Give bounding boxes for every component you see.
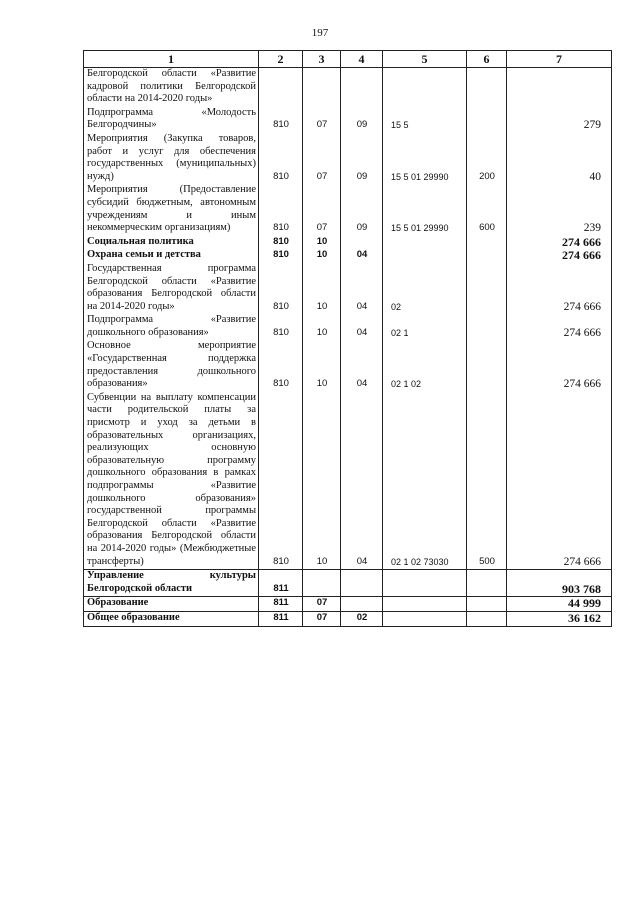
row-name: Основное мероприятие «Государственная поддержка предоставления дошкольного образования»	[84, 340, 259, 391]
row-expense-type	[467, 249, 507, 263]
row-expense-type: 600	[467, 184, 507, 235]
row-expense-type: 500	[467, 392, 507, 570]
table-row	[84, 314, 612, 340]
table-header-row	[84, 51, 612, 68]
row-name: Субвенции на выплату компенсации части родительской платы за присмотр и уход за детьми в образовательных организациях, реализующих основную образовательную программу дошкольного образования в рамках подпрограммы «Развитие дошкольного образования» государственной программы Белгородской области «Развитие образования Белгородской области на 2014-2020 годы» (Межбюджетные трансферты)	[84, 392, 259, 570]
row-subsection: 09	[341, 133, 383, 184]
row-name: Подпрограмма «Молодость Белгородчины»	[84, 107, 259, 133]
row-subsection: 04	[341, 249, 383, 263]
table-row	[84, 597, 612, 612]
table-row	[84, 611, 612, 626]
row-ministry: 810	[259, 184, 303, 235]
row-target-article: 02	[383, 263, 467, 314]
row-target-article	[383, 249, 467, 263]
row-target-article	[383, 611, 467, 626]
header-col-6: 6	[467, 51, 507, 68]
row-section	[303, 68, 341, 107]
row-target-article	[383, 597, 467, 612]
row-name: Мероприятия (Закупка товаров, работ и услуг для обеспечения государственных (муниципальных) нужд)	[84, 133, 259, 184]
row-expense-type	[467, 611, 507, 626]
row-amount: 279	[507, 107, 612, 133]
row-section: 10	[303, 392, 341, 570]
row-amount: 274 666	[507, 263, 612, 314]
header-col-1: 1	[84, 51, 259, 68]
row-name: Белгородской области «Развитие кадровой политики Белгородской области на 2014-2020 годы»	[84, 68, 259, 107]
row-amount: 239	[507, 184, 612, 235]
row-target-article: 02 1 02	[383, 340, 467, 391]
row-expense-type	[467, 570, 507, 597]
row-name: Социальная политика	[84, 236, 259, 250]
row-expense-type	[467, 68, 507, 107]
row-name: Образование	[84, 597, 259, 612]
row-amount: 903 768	[507, 570, 612, 597]
header-col-2: 2	[259, 51, 303, 68]
row-ministry: 810	[259, 392, 303, 570]
row-subsection: 09	[341, 107, 383, 133]
row-expense-type	[467, 263, 507, 314]
row-name: Охрана семьи и детства	[84, 249, 259, 263]
row-ministry: 810	[259, 133, 303, 184]
header-col-3: 3	[303, 51, 341, 68]
budget-table	[83, 50, 612, 627]
row-expense-type	[467, 314, 507, 340]
row-subsection: 04	[341, 340, 383, 391]
row-section: 10	[303, 249, 341, 263]
row-ministry: 811	[259, 597, 303, 612]
row-name: Управление культуры Белгородской области	[84, 570, 259, 597]
row-amount: 274 666	[507, 314, 612, 340]
table-row	[84, 392, 612, 570]
page-number: 197	[311, 27, 329, 39]
row-name: Общее образование	[84, 611, 259, 626]
row-ministry	[259, 68, 303, 107]
row-target-article: 15 5 01 29990	[383, 184, 467, 235]
header-col-5: 5	[383, 51, 467, 68]
table-row	[84, 249, 612, 263]
row-subsection	[341, 236, 383, 250]
row-section: 07	[303, 133, 341, 184]
row-ministry: 810	[259, 263, 303, 314]
row-section: 10	[303, 236, 341, 250]
row-amount: 36 162	[507, 611, 612, 626]
row-target-article: 02 1 02 73030	[383, 392, 467, 570]
row-section: 10	[303, 340, 341, 391]
row-expense-type	[467, 597, 507, 612]
table-row	[84, 184, 612, 235]
row-amount: 274 666	[507, 340, 612, 391]
table-row	[84, 236, 612, 250]
table-row	[84, 133, 612, 184]
row-target-article	[383, 236, 467, 250]
row-subsection	[341, 570, 383, 597]
row-subsection	[341, 597, 383, 612]
row-expense-type	[467, 236, 507, 250]
row-amount: 40	[507, 133, 612, 184]
row-amount: 44 999	[507, 597, 612, 612]
row-ministry: 811	[259, 570, 303, 597]
table-row	[84, 570, 612, 597]
row-expense-type: 200	[467, 133, 507, 184]
row-section: 07	[303, 184, 341, 235]
row-target-article	[383, 570, 467, 597]
row-ministry: 811	[259, 611, 303, 626]
row-name: Мероприятия (Предоставление субсидий бюджетным, автономным учреждениям и иным некоммерческим организациям)	[84, 184, 259, 235]
row-name: Государственная программа Белгородской области «Развитие образования Белгородской области на 2014-2020 годы»	[84, 263, 259, 314]
row-subsection	[341, 68, 383, 107]
row-section: 10	[303, 314, 341, 340]
row-name: Подпрограмма «Развитие дошкольного образования»	[84, 314, 259, 340]
header-col-7: 7	[507, 51, 612, 68]
row-target-article	[383, 68, 467, 107]
row-target-article: 15 5 01 29990	[383, 133, 467, 184]
row-target-article: 15 5	[383, 107, 467, 133]
row-ministry: 810	[259, 340, 303, 391]
row-ministry: 810	[259, 107, 303, 133]
row-amount: 274 666	[507, 236, 612, 250]
table-row	[84, 68, 612, 107]
row-amount	[507, 68, 612, 107]
row-expense-type	[467, 340, 507, 391]
row-amount: 274 666	[507, 249, 612, 263]
row-subsection: 09	[341, 184, 383, 235]
row-section: 10	[303, 263, 341, 314]
table-row	[84, 340, 612, 391]
row-ministry: 810	[259, 314, 303, 340]
row-ministry: 810	[259, 249, 303, 263]
row-expense-type	[467, 107, 507, 133]
row-section: 07	[303, 597, 341, 612]
table-row	[84, 107, 612, 133]
row-section: 07	[303, 611, 341, 626]
row-target-article: 02 1	[383, 314, 467, 340]
row-subsection: 04	[341, 263, 383, 314]
row-amount: 274 666	[507, 392, 612, 570]
table-row	[84, 263, 612, 314]
header-col-4: 4	[341, 51, 383, 68]
row-section	[303, 570, 341, 597]
row-ministry: 810	[259, 236, 303, 250]
row-subsection: 04	[341, 314, 383, 340]
row-subsection: 04	[341, 392, 383, 570]
row-section: 07	[303, 107, 341, 133]
row-subsection: 02	[341, 611, 383, 626]
